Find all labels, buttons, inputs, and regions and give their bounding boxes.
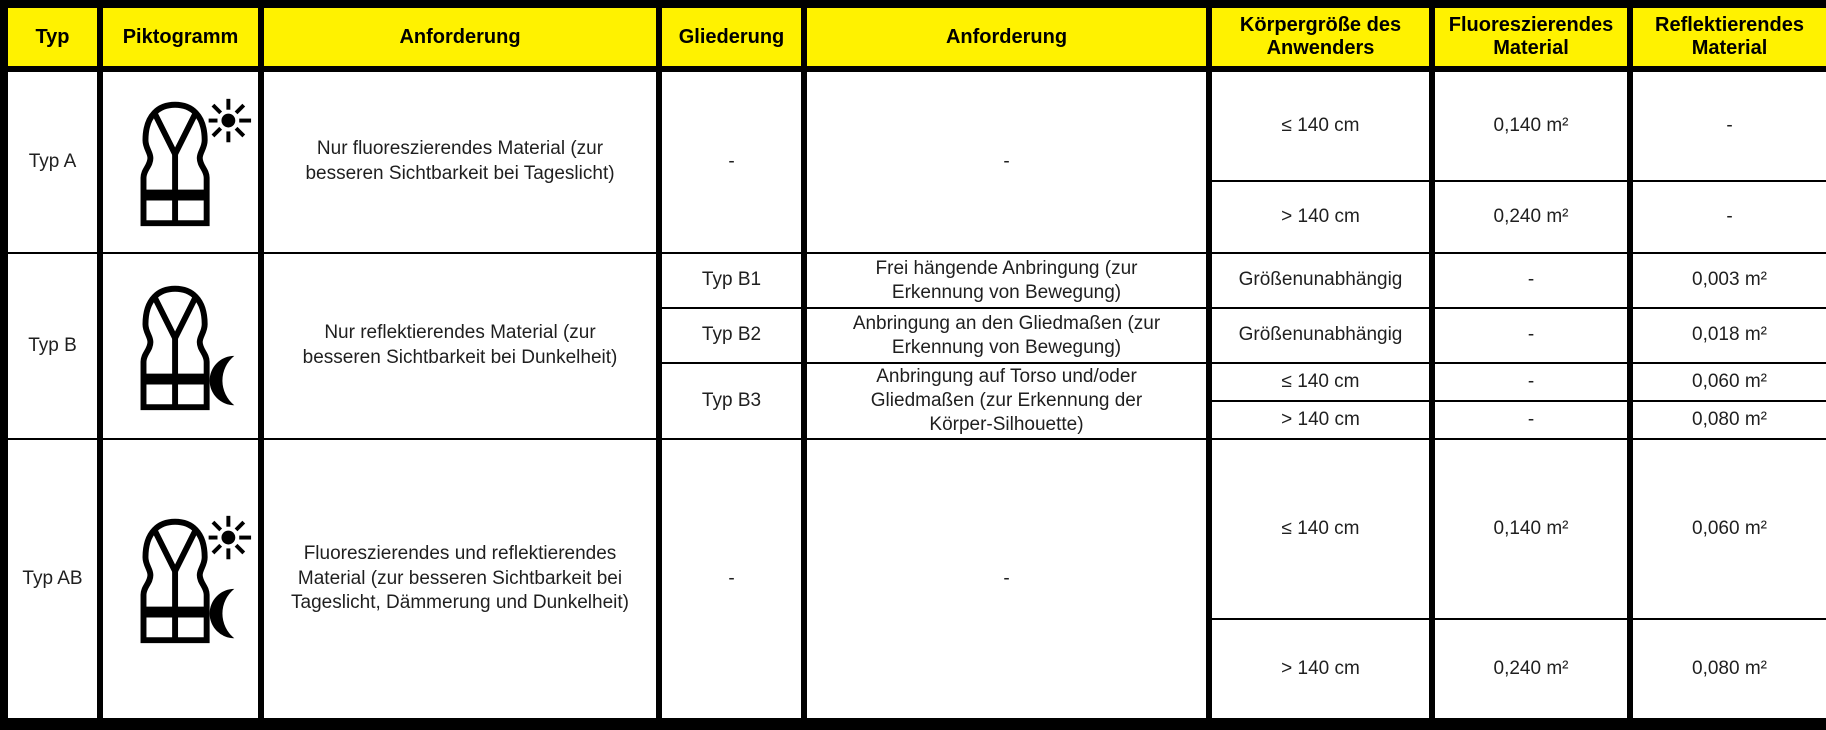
cell-typ-ab-size2-koerpergroesse: > 140 cm (1209, 619, 1432, 724)
moon-icon (209, 356, 234, 405)
col-header-koerpergroesse: Körpergröße des Anwenders (1209, 4, 1432, 69)
pictogram-typ-b (106, 276, 256, 416)
cell-typ-a-pictogram (100, 69, 261, 253)
cell-typ-b3-size2-reflektierend: 0,080 m² (1630, 401, 1826, 439)
cell-typ-b2-koerpergroesse: Größenunabhängig (1209, 308, 1432, 363)
cell-typ-b1-fluoreszierend: - (1432, 253, 1630, 308)
cell-typ-b1-anforderung: Frei hängende Anbringung (zur Erkennung von Bewegung) (804, 253, 1209, 308)
cell-typ-ab-size1-koerpergroesse: ≤ 140 cm (1209, 439, 1432, 619)
cell-typ-b-label: Typ B (4, 253, 100, 439)
col-header-fluoreszierend: Fluoreszierendes Material (1432, 4, 1630, 69)
cell-typ-a-size1-koerpergroesse: ≤ 140 cm (1209, 69, 1432, 181)
cell-typ-ab-label: Typ AB (4, 439, 100, 724)
cell-typ-a-size2-fluoreszierend: 0,240 m² (1432, 181, 1630, 253)
pictogram-typ-ab (106, 509, 256, 649)
row-typ-ab-size1 (4, 439, 1826, 619)
cell-typ-b3-anforderung: Anbringung auf Torso und/oder Gliedmaßen (zur Erkennung der Körper-Silhouette) (804, 363, 1209, 439)
col-header-anforderung: Anforderung (261, 4, 659, 69)
pictogram-typ-a (106, 92, 256, 232)
safety-vest-icon (142, 105, 207, 223)
safety-vest-icon (142, 289, 207, 407)
cell-typ-ab-gliederung: - (659, 439, 804, 724)
cell-typ-ab-gliederung-anforderung: - (804, 439, 1209, 724)
cell-typ-b1-reflektierend: 0,003 m² (1630, 253, 1826, 308)
cell-typ-a-size2-reflektierend: - (1630, 181, 1826, 253)
cell-typ-a-size1-reflektierend: - (1630, 69, 1826, 181)
cell-typ-a-size1-fluoreszierend: 0,140 m² (1432, 69, 1630, 181)
cell-typ-ab-pictogram (100, 439, 261, 724)
cell-typ-b-pictogram (100, 253, 261, 439)
safety-vest-icon (142, 522, 207, 640)
cell-typ-b1-koerpergroesse: Größenunabhängig (1209, 253, 1432, 308)
col-header-anforderung-2: Anforderung (804, 4, 1209, 69)
cell-typ-b2-label: Typ B2 (659, 308, 804, 363)
cell-typ-a-size2-koerpergroesse: > 140 cm (1209, 181, 1432, 253)
cell-typ-ab-anforderung: Fluoreszierendes und reflektierendes Material (zur besseren Sichtbarkeit bei Tageslicht, Dämmerung und Dunkelheit) (261, 439, 659, 724)
cell-typ-b3-size2-koerpergroesse: > 140 cm (1209, 401, 1432, 439)
sun-icon (208, 516, 250, 559)
col-header-gliederung: Gliederung (659, 4, 804, 69)
cell-typ-b3-size1-koerpergroesse: ≤ 140 cm (1209, 363, 1432, 401)
row-typ-a-size1 (4, 69, 1826, 181)
cell-typ-ab-size2-fluoreszierend: 0,240 m² (1432, 619, 1630, 724)
sun-icon (208, 99, 250, 142)
col-header-reflektierend: Reflektierendes Material (1630, 4, 1826, 69)
col-header-typ: Typ (4, 4, 100, 69)
cell-typ-b2-anforderung: Anbringung an den Gliedmaßen (zur Erkennung von Bewegung) (804, 308, 1209, 363)
cell-typ-b2-reflektierend: 0,018 m² (1630, 308, 1826, 363)
moon-icon (209, 589, 234, 638)
cell-typ-ab-size1-fluoreszierend: 0,140 m² (1432, 439, 1630, 619)
row-typ-b1 (4, 253, 1826, 308)
cell-typ-b2-fluoreszierend: - (1432, 308, 1630, 363)
cell-typ-a-label: Typ A (4, 69, 100, 253)
cell-typ-b1-label: Typ B1 (659, 253, 804, 308)
cell-typ-a-anforderung: Nur fluoreszierendes Material (zur besseren Sichtbarkeit bei Tageslicht) (261, 69, 659, 253)
cell-typ-a-gliederung-anforderung: - (804, 69, 1209, 253)
cell-typ-b-anforderung: Nur reflektierendes Material (zur besseren Sichtbarkeit bei Dunkelheit) (261, 253, 659, 439)
header-row (4, 4, 1826, 69)
cell-typ-b3-size1-reflektierend: 0,060 m² (1630, 363, 1826, 401)
cell-typ-b3-size1-fluoreszierend: - (1432, 363, 1630, 401)
cell-typ-a-gliederung: - (659, 69, 804, 253)
cell-typ-b3-size2-fluoreszierend: - (1432, 401, 1630, 439)
cell-typ-ab-size2-reflektierend: 0,080 m² (1630, 619, 1826, 724)
cell-typ-b3-label: Typ B3 (659, 363, 804, 439)
col-header-piktogramm: Piktogramm (100, 4, 261, 69)
cell-typ-ab-size1-reflektierend: 0,060 m² (1630, 439, 1826, 619)
